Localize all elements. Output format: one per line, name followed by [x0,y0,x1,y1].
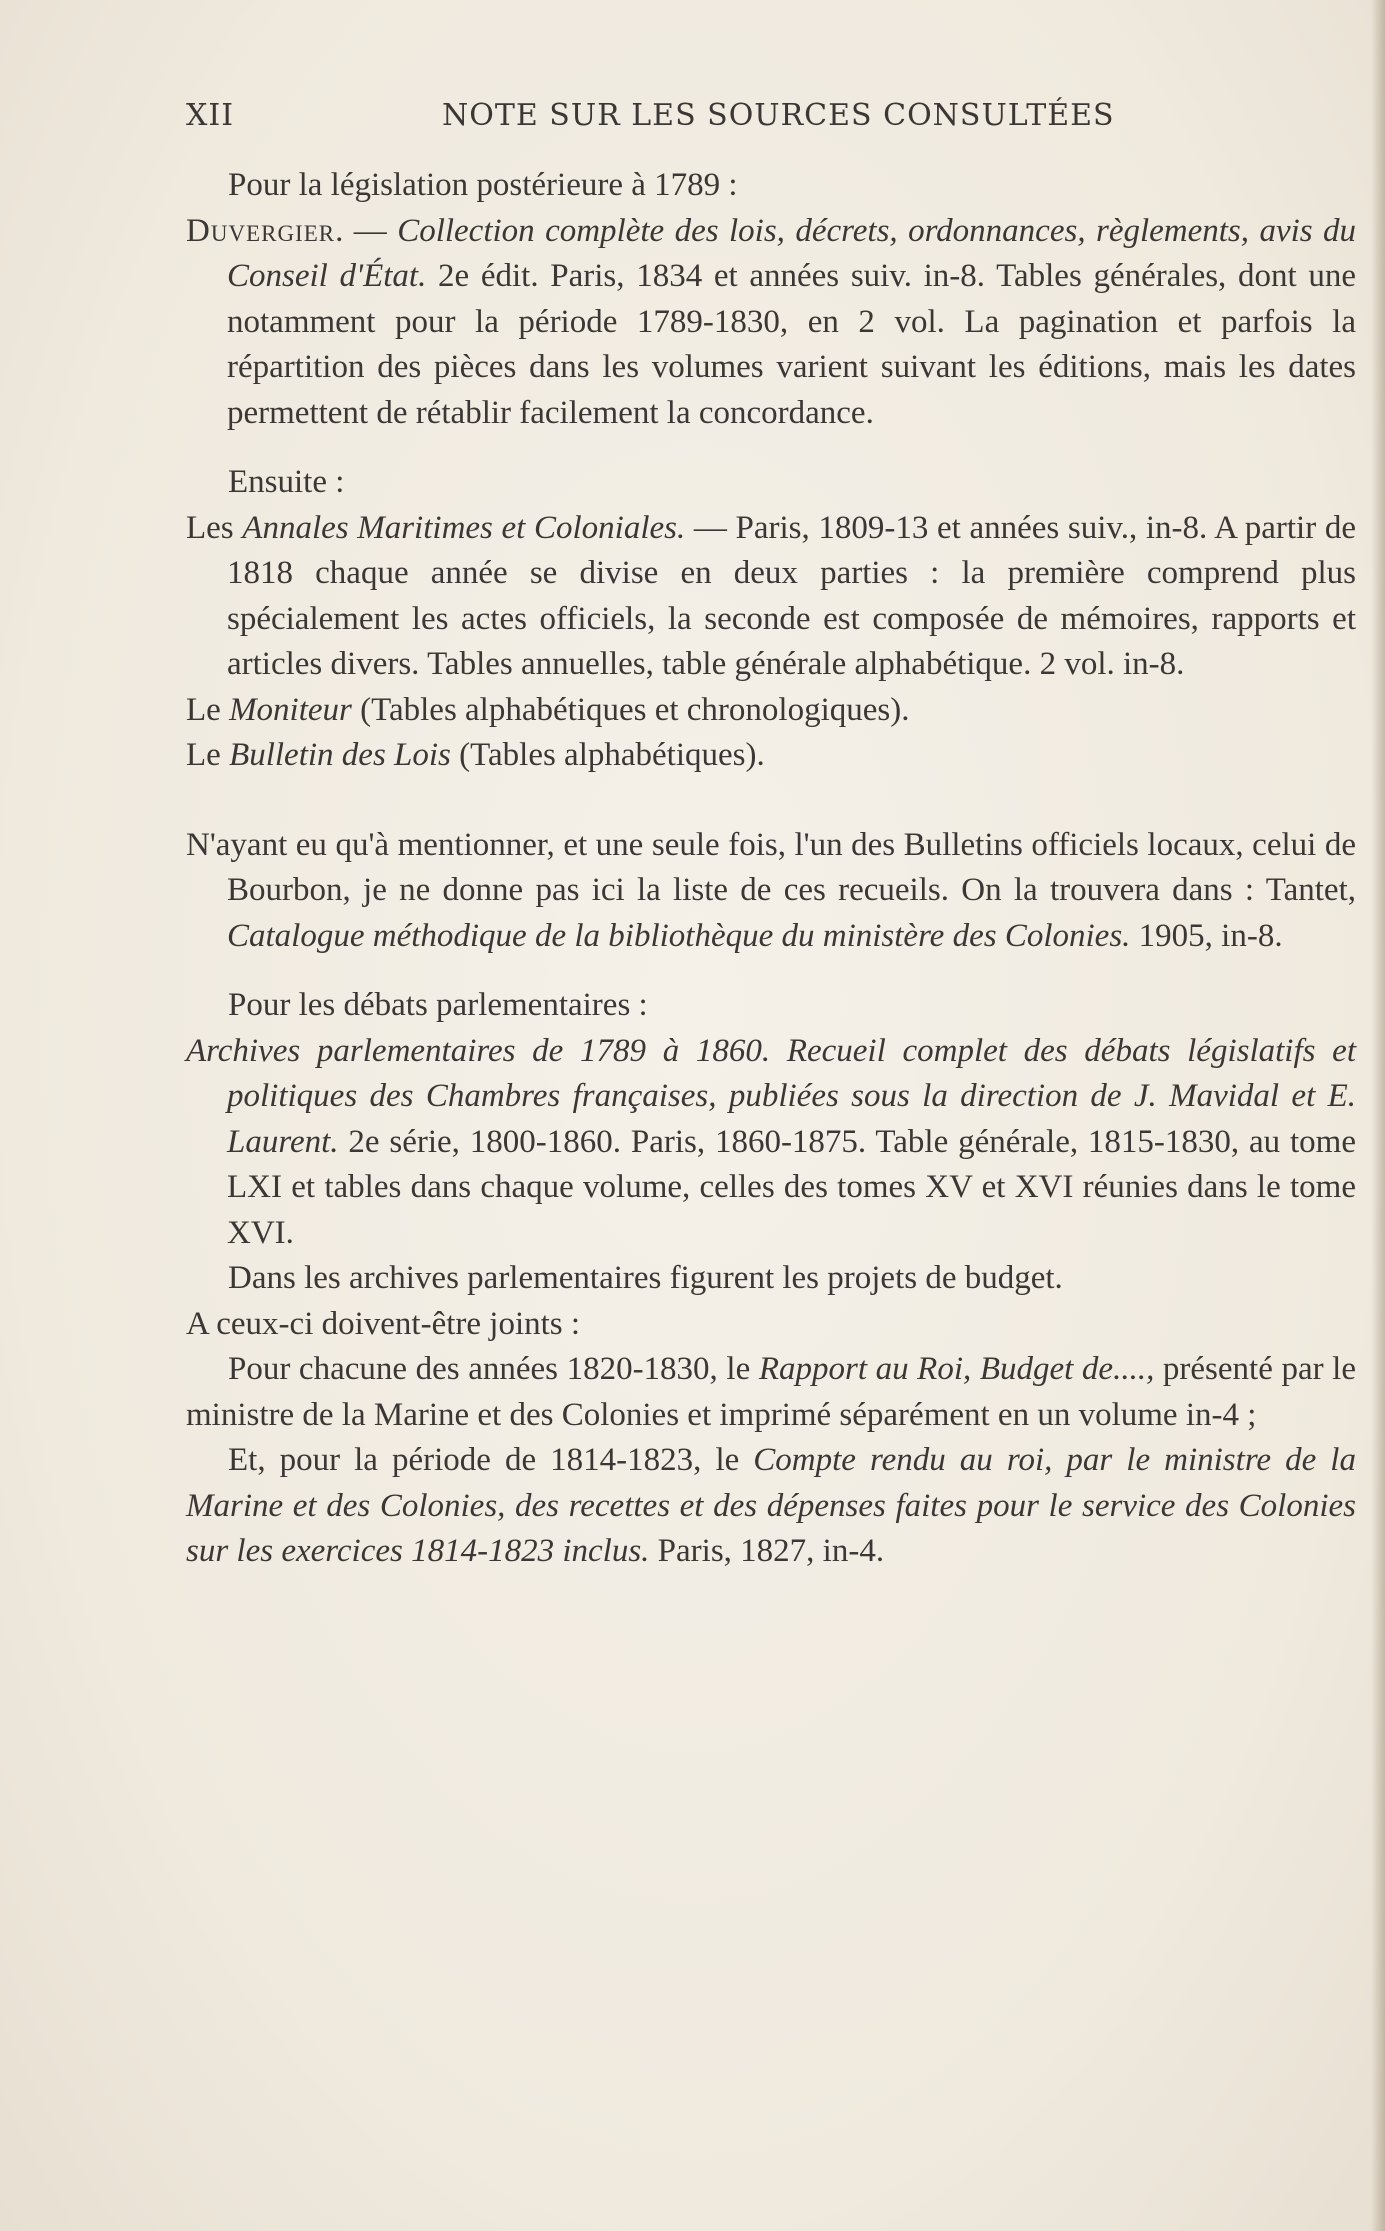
page-header [186,98,1356,138]
work-title: Catalogue méthodique de la bibliothèque du ministère des Colonies. [227,917,1131,954]
work-title: Annales Maritimes et Coloniales. [242,509,686,546]
note-text: N'ayant eu qu'à mentionner, et une seule fois, l'un des Bulletins officiels locaux, celui de Bourbon, je ne donne pas ici la liste de ces recueils. On la trouvera dans : Tantet, [186,826,1356,908]
rapport-entry [186,1347,1356,1438]
lead: Les [186,509,243,546]
entry-details: 2e série, 1800-1860. Paris, 1860-1875. Table générale, 1815-1830, au tome LXI et tables dans chaque volume, celles des tomes XV et XVI réunies dans le tome XVI. [227,1123,1356,1251]
dash: . — [335,212,398,249]
work-title: Collection complète des lois, décrets, ordonnances, règlements, avis du Conseil d'État. [227,212,1357,294]
duvergier-entry [186,209,1356,437]
bulletins-note [186,823,1356,960]
entry-lead: Et, pour la période de 1814-1823, le [228,1442,754,1478]
archives-entry [186,1029,1356,1257]
work-title: Bulletin des Lois [229,737,451,773]
joints-line: A ceux-ci doivent-être joints : [186,1305,581,1342]
debats-heading: Pour les débats parlementaires : [228,987,648,1023]
moniteur-entry [186,688,1356,734]
work-title: Compte rendu au roi, par le ministre de la Marine et des Colonies, des recettes et des dépenses faites pour le service des Colonies sur les exercices 1814-1823 inclus. [186,1442,1356,1569]
entry-details: (Tables alphabétiques et chronologiques). [351,691,910,728]
entry-lead: Pour chacune des années 1820-1830, le [228,1351,759,1387]
entry-details: 1905, in-8. [1130,917,1283,954]
work-title: Rapport au Roi, Budget de...., [758,1351,1155,1387]
work-title: Moniteur [229,691,352,728]
budget-note: Dans les archives parlementaires figurent les projets de budget. [228,1260,1063,1296]
legislation-heading: Pour la législation postérieure à 1789 : [228,167,738,203]
entry-details: présenté par le ministre de la Marine et des Colonies et imprimé séparément en un volume in-4 ; [186,1351,1356,1433]
compte-rendu-entry [186,1438,1356,1575]
running-title: NOTE SUR LES SOURCES CONSULTÉES [442,98,1115,133]
author-name: Duvergier [186,212,336,249]
work-title: Archives parlementaires de 1789 à 1860. Recueil complet des débats législatifs et politiques des Chambres françaises, publiées sous la direction de J. Mavidal et E. Laurent. [186,1032,1356,1160]
entry-details: 2e édit. Paris, 1834 et années suiv. in-8. Tables générales, dont une notamment pour la période 1789-1830, en 2 vol. La pagination et parfois la répartition des pièces dans les volumes varient suivant les éditions, mais les dates permettent de rétablir facilement la concordance. [227,258,1356,431]
entry-details: — Paris, 1809-13 et années suiv., in-8. A partir de 1818 chaque année se divise en deux parties : la première comprend plus spécialement les actes officiels, la seconde est composée de mémoires, rapports et articles divers. Tables annuelles, table générale alphabétique. 2 vol. in-8. [227,509,1356,682]
entry-details: Paris, 1827, in-4. [649,1533,885,1569]
bulletin-entry [186,733,1356,779]
annales-entry [186,506,1356,688]
page-number: XII [186,98,235,133]
lead: Le [186,737,230,773]
page-edge-shadow [1371,0,1385,2231]
entry-details: (Tables alphabétiques). [450,737,765,773]
ensuite-line: Ensuite : [228,464,345,500]
body-text [186,163,1356,1575]
lead: Le [186,691,230,728]
